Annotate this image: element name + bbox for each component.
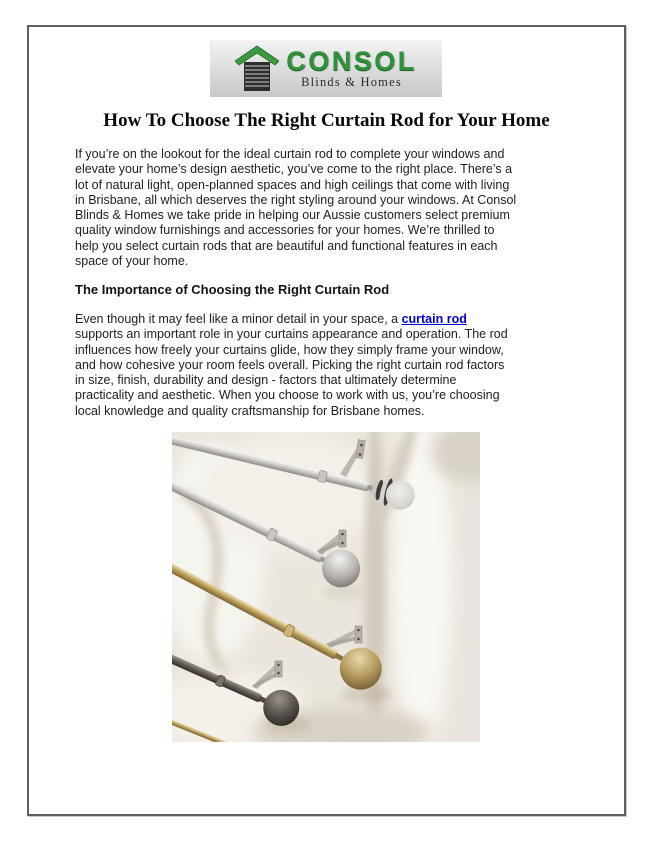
- brand-tagline: Blinds & Homes: [301, 75, 402, 90]
- text-line: in size, finish, durability and design - factors that ultimately determine: [75, 373, 457, 388]
- text-line: If you’re on the lookout for the ideal curtain rod to complete your windows and: [75, 147, 505, 161]
- text-before-link: Even though it may feel like a minor detail in your space, a: [75, 312, 402, 326]
- text-line: quality window furnishings and accessories for your homes. We’re thrilled to: [75, 223, 495, 238]
- text-line: Blinds & Homes we take pride in helping our Aussie customers select premium: [75, 208, 510, 223]
- text-line: practicality and aesthetic. When you choose to work with us, you’re choosing: [75, 388, 500, 403]
- text-line: supports an important role in your curtains appearance and operation. The rod: [75, 327, 508, 342]
- page-title: How To Choose The Right Curtain Rod for Your Home: [103, 110, 550, 131]
- paragraph-rest: [75, 327, 577, 419]
- curtain-rod-link[interactable]: curtain rod: [401, 312, 467, 326]
- text-line: influences how freely your curtains glide, how they simply frame your window,: [75, 342, 504, 357]
- body-paragraph: [75, 312, 577, 419]
- text-line: and how cohesive your room feels overall. Picking the right curtain rod factors: [75, 357, 505, 372]
- brand-logo: [210, 40, 442, 97]
- text-line: in Brisbane, all which deserves the right styling around your windows. At Consol: [75, 192, 517, 207]
- house-blinds-icon: [235, 45, 279, 93]
- text-line: local knowledge and quality craftsmanship for Brisbane homes.: [75, 403, 425, 418]
- curtain-rods-image: [172, 432, 480, 742]
- text-line: [75, 312, 577, 327]
- product-photo: [172, 432, 480, 742]
- section-heading: The Importance of Choosing the Right Curtain Rod: [75, 282, 390, 297]
- intro-paragraph: [75, 147, 577, 269]
- text-line: lot of natural light, open-planned spaces and high ceilings that come with living: [75, 177, 510, 192]
- text-line: help you select curtain rods that are beautiful and functional features in each: [75, 238, 498, 253]
- text-line: elevate your home’s design aesthetic, you’ve come to the right place. There’s a: [75, 162, 513, 177]
- text-line: space of your home.: [75, 254, 189, 269]
- brand-text: [286, 48, 417, 89]
- brand-name: CONSOL: [286, 46, 417, 77]
